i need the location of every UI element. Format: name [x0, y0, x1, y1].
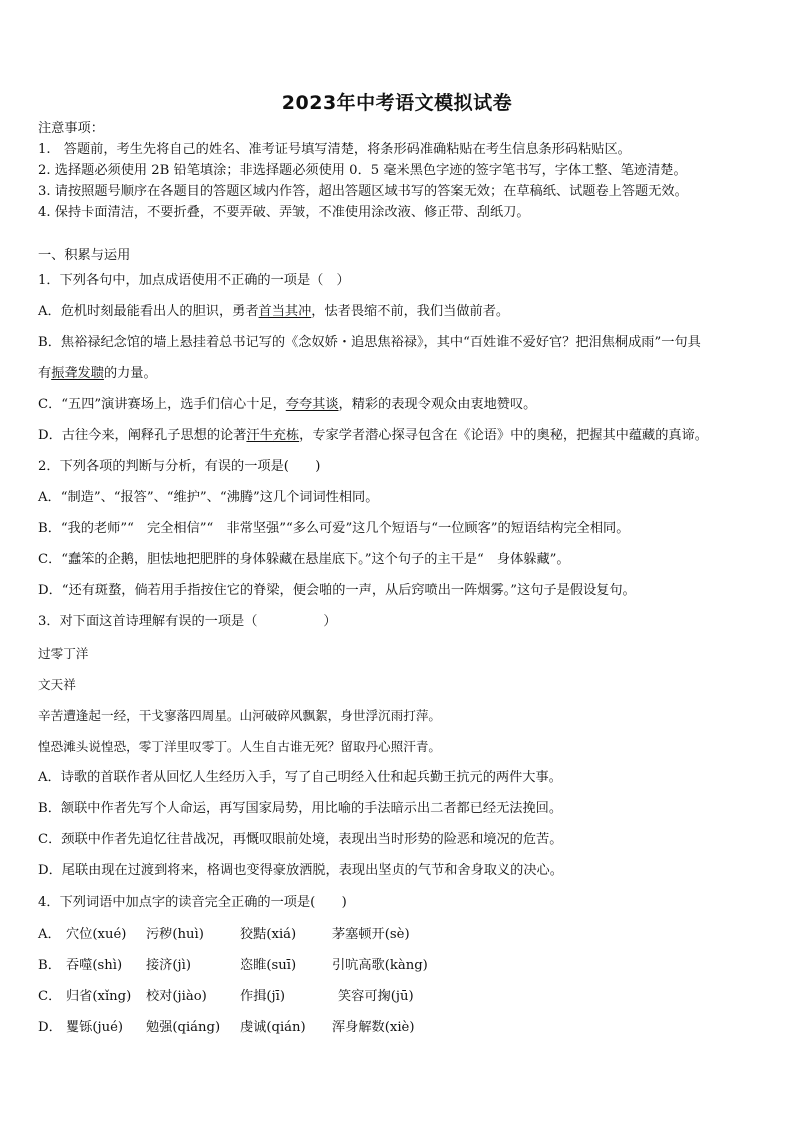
notice-item-4: 4. 保持卡面清洁，不要折叠，不要弄破、弄皱，不准使用涂改液、修正带、刮纸刀。 [38, 205, 530, 220]
q4-option-b [38, 957, 768, 975]
q3-stem: 3．对下面这首诗理解有误的一项是（ ） [38, 614, 337, 629]
q4-stem: 4．下列词语中加点字的读音完全正确的一项是( ) [38, 895, 347, 910]
poem-line-2: 惶恐滩头说惶恐，零丁洋里叹零丁。人生自古谁无死？留取丹心照汗青。 [38, 739, 441, 754]
q4-c-word4: 笑容可掬(jū) [338, 989, 414, 1004]
q4-d-word3: 虔诚(qián) [240, 1020, 306, 1035]
q1-stem: 1．下列各句中，加点成语使用不正确的一项是（ ） [38, 273, 350, 288]
q4-d-label: D． [38, 1020, 62, 1035]
q1-a-post: ，怯者畏缩不前，我们当做前者。 [311, 304, 510, 319]
q1-option-b-line2 [38, 365, 768, 383]
notice-item-1: 1. 答题前，考生先将自己的姓名、准考证号填写清楚，将条形码准确粘贴在考生信息条形码粘贴区。 [38, 142, 631, 157]
q4-c-word2: 校对(jiào) [146, 989, 207, 1004]
notice-item-2: 2. 选择题必须使用 2B 铅笔填涂；非选择题必须使用 0．5 毫米黑色字迹的签字笔书写，字体工整、笔迹清楚。 [38, 163, 687, 178]
q4-a-label: A． [38, 927, 61, 942]
q4-a-word4: 茅塞顿开(sè) [332, 927, 410, 942]
q3-option-b: B．颔联中作者先写个人命运，再写国家局势，用比喻的手法暗示出二者都已经无法挽回。 [38, 801, 562, 816]
poem-title: 过零丁洋 [38, 646, 89, 661]
q4-option-a [38, 926, 768, 944]
q3-option-a: A．诗歌的首联作者从回忆人生经历入手，写了自己明经入仕和起兵勤王抗元的两件大事。 [38, 770, 562, 785]
q1-option-d [38, 427, 768, 445]
q4-b-word3: 恣睢(suī) [240, 958, 297, 973]
q1-c-post: ，精彩的表现令观众由衷地赞叹。 [338, 397, 537, 412]
notice-item-3: 3. 请按照题号顺序在各题目的答题区域内作答，超出答题区域书写的答案无效；在草稿纸、试题卷上答题无效。 [38, 184, 688, 199]
q4-d-word4: 浑身解数(xiè) [332, 1020, 415, 1035]
q1-d-post: ，专家学者潜心探寻包含在《论语》中的奥秘，把握其中蕴藏的真谛。 [299, 428, 708, 443]
q4-option-d [38, 1019, 768, 1037]
q2-option-a: A．“制造”、“报答”、“维护”、“沸腾”这几个词词性相同。 [38, 490, 379, 505]
q1-d-pre: D．古往今来，阐释孔子思想的论著 [38, 428, 247, 443]
q3-option-c: C．颈联中作者先追忆往昔战况，再慨叹眼前处境，表现出当时形势的险恶和境况的危苦。 [38, 832, 563, 847]
q1-c-idiom: 夸夸其谈 [285, 397, 339, 412]
q2-option-c: C．“蠢笨的企鹅，胆怯地把肥胖的身体躲藏在悬崖底下。”这个句子的主干是“ 身体躲藏”。 [38, 552, 570, 567]
q4-d-word2: 勉强(qiáng) [146, 1020, 221, 1035]
q4-a-word2: 污秽(huì) [146, 927, 204, 942]
q1-a-pre: A．危机时刻最能看出人的胆识，勇者 [38, 304, 259, 319]
q4-b-word2: 接济(jì) [146, 958, 191, 973]
q4-c-label: C． [38, 989, 62, 1004]
q1-d-idiom: 汗牛充栋 [246, 428, 300, 443]
q1-option-c [38, 396, 768, 414]
q4-b-label: B． [38, 958, 61, 973]
q4-option-c [38, 988, 768, 1006]
q1-b-idiom: 振聋发聩 [51, 366, 104, 381]
q4-b-word1: 吞噬(shì) [66, 958, 123, 973]
q4-c-word1: 归省(xǐng) [66, 989, 132, 1004]
q4-c-word3: 作揖(jī) [240, 989, 285, 1004]
q4-a-word3: 狡黠(xiá) [240, 927, 297, 942]
q1-option-b-line1: B．焦裕禄纪念馆的墙上悬挂着总书记写的《念奴娇・追思焦裕禄》，其中“百姓谁不爱好官？把泪焦桐成雨”一句具 [38, 335, 701, 350]
poem-author: 文天祥 [38, 677, 76, 692]
q2-option-b: B．“我的老师”“ 完全相信”“ 非常坚强”“多么可爱”这几个短语与“一位顾客”的短语结构完全相同。 [38, 521, 630, 536]
q2-stem: 2．下列各项的判断与分析，有误的一项是( ) [38, 459, 321, 474]
q1-a-idiom: 首当其冲 [258, 304, 312, 319]
q1-option-a [38, 303, 768, 321]
q1-b-pre: 有 [38, 366, 52, 381]
page-title: 2023年中考语文模拟试卷 [281, 92, 513, 114]
q3-option-d: D．尾联由现在过渡到将来，格调也变得豪放洒脱，表现出坚贞的气节和舍身取义的决心。 [38, 863, 563, 878]
q4-b-word4: 引吭高歌(kàng) [332, 958, 428, 973]
q1-b-post: 的力量。 [103, 366, 157, 381]
q1-c-pre: C．“五四”演讲赛场上，选手们信心十足， [38, 397, 286, 412]
poem-line-1: 辛苦遭逢起一经，干戈寥落四周星。山河破碎风飘絮，身世浮沉雨打萍。 [38, 708, 441, 723]
notice-heading: 注意事项： [38, 121, 104, 136]
q4-d-word1: 矍铄(jué) [66, 1020, 124, 1035]
q2-option-d: D．“还有斑蝥，倘若用手指按住它的脊梁，便会啪的一声，从后窍喷出一阵烟雾。”这句子是假设复句。 [38, 583, 636, 598]
q4-a-word1: 穴位(xué) [66, 927, 127, 942]
section-heading: 一、积累与运用 [38, 248, 131, 263]
